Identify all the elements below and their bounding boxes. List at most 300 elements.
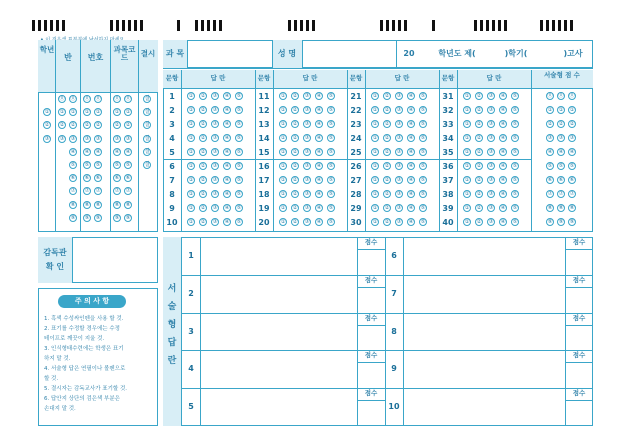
answer-bubble[interactable]: ⑤ — [512, 107, 518, 113]
answer-bubble[interactable]: ⑤ — [420, 121, 426, 127]
answer-bubble[interactable]: ⑤ — [236, 121, 242, 127]
id-digit-bubble[interactable]: ③ — [95, 135, 101, 142]
grade-bubble[interactable]: ② — [44, 122, 50, 129]
id-digit-bubble[interactable]: ⓪ — [114, 96, 120, 102]
score-bubble[interactable]: ⑧ — [558, 205, 564, 211]
answer-bubble[interactable]: ⑤ — [328, 121, 334, 127]
answer-bubble[interactable]: ④ — [500, 191, 506, 197]
answer-bubble[interactable]: ② — [200, 149, 206, 155]
answer-bubble[interactable]: ① — [188, 135, 194, 141]
answer-bubble[interactable]: ② — [200, 107, 206, 113]
answer-bubble[interactable]: ④ — [316, 177, 322, 183]
caution-item: 5. 결시자는 감독교사가 표기할 것. — [44, 386, 128, 392]
grade-bubble[interactable]: ① — [44, 109, 50, 116]
id-digit-bubble[interactable]: ⑥ — [125, 175, 131, 182]
answer-bubble[interactable]: ③ — [396, 149, 402, 155]
answer-bubble[interactable]: ⑤ — [328, 205, 334, 211]
score-bubble[interactable]: ⑧ — [547, 205, 553, 211]
id-digit-bubble[interactable]: ⑦ — [125, 188, 131, 195]
answer-bubble[interactable]: ③ — [396, 219, 402, 225]
question-number: 8 — [169, 190, 175, 199]
answer-bubble[interactable]: ② — [292, 93, 298, 99]
answer-bubble[interactable]: ④ — [224, 219, 230, 225]
answer-bubble[interactable]: ⑤ — [420, 163, 426, 169]
answer-bubble[interactable]: ④ — [224, 121, 230, 127]
answer-bubble[interactable]: ③ — [212, 107, 218, 113]
answer-bubble[interactable]: ① — [280, 177, 286, 183]
answer-bubble[interactable]: ② — [200, 191, 206, 197]
id-digit-bubble[interactable]: ⑨ — [125, 214, 131, 221]
score-bubble[interactable]: ⑦ — [547, 191, 553, 197]
answer-bubble[interactable]: ② — [292, 191, 298, 197]
answer-bubble[interactable]: ⑤ — [328, 135, 334, 141]
answer-bubble[interactable]: ⑤ — [328, 163, 334, 169]
answer-bubble[interactable]: ① — [372, 219, 378, 225]
answer-bubble[interactable]: ④ — [408, 205, 414, 211]
answer-bubble[interactable]: ④ — [316, 219, 322, 225]
score-bubble[interactable]: ⑤ — [558, 163, 564, 169]
answer-bubble[interactable]: ④ — [224, 177, 230, 183]
answer-bubble[interactable]: ② — [476, 93, 482, 99]
answer-bubble[interactable]: ④ — [408, 121, 414, 127]
score-bubble[interactable]: ⑧ — [569, 205, 575, 211]
answer-bubble[interactable]: ⑤ — [236, 177, 242, 183]
score-bubble[interactable]: ③ — [569, 135, 575, 141]
answer-bubble[interactable]: ⑤ — [512, 135, 518, 141]
id-digit-bubble[interactable]: ⓪ — [95, 96, 101, 102]
answer-bubble[interactable]: ② — [476, 163, 482, 169]
answer-bubble[interactable]: ④ — [408, 107, 414, 113]
answer-bubble[interactable]: ④ — [316, 93, 322, 99]
answer-bubble[interactable]: ① — [372, 163, 378, 169]
answer-bubble[interactable]: ⑤ — [236, 135, 242, 141]
answer-bubble[interactable]: ④ — [224, 163, 230, 169]
absence-bubble[interactable]: 결 — [144, 135, 150, 142]
answer-bubble[interactable]: ① — [464, 149, 470, 155]
answer-bubble[interactable]: ③ — [396, 205, 402, 211]
answer-bubble[interactable]: ⑤ — [512, 205, 518, 211]
answer-bubble[interactable]: ④ — [500, 219, 506, 225]
id-digit-bubble[interactable]: ② — [114, 122, 120, 129]
answer-bubble[interactable]: ① — [188, 219, 194, 225]
id-digit-bubble[interactable]: ② — [125, 122, 131, 129]
answer-bubble[interactable]: ⑤ — [512, 149, 518, 155]
answer-bubble[interactable]: ⑤ — [328, 191, 334, 197]
answer-bubble[interactable]: ① — [188, 163, 194, 169]
answer-bubble[interactable]: ⑤ — [512, 191, 518, 197]
id-digit-bubble[interactable]: ⑨ — [95, 214, 101, 221]
id-digit-bubble[interactable]: ③ — [70, 135, 76, 142]
answer-bubble[interactable]: ② — [476, 177, 482, 183]
id-digit-bubble[interactable]: ① — [59, 109, 65, 116]
answer-bubble[interactable]: ② — [384, 121, 390, 127]
answer-bubble[interactable]: ③ — [396, 177, 402, 183]
answer-bubble[interactable]: ⑤ — [420, 93, 426, 99]
answer-bubble[interactable]: ② — [384, 135, 390, 141]
id-digit-bubble[interactable]: ③ — [59, 135, 65, 142]
id-digit-bubble[interactable]: ③ — [84, 135, 90, 142]
id-digit-bubble[interactable]: ⑤ — [95, 162, 101, 168]
answer-bubble[interactable]: ④ — [408, 149, 414, 155]
id-digit-bubble[interactable]: ⑤ — [70, 162, 76, 168]
id-digit-bubble[interactable]: ⑥ — [95, 175, 101, 182]
answer-bubble[interactable]: ④ — [316, 149, 322, 155]
answer-bubble[interactable]: ② — [384, 149, 390, 155]
answer-bubble[interactable]: ③ — [488, 149, 494, 155]
id-digit-bubble[interactable]: ⑦ — [114, 188, 120, 195]
id-digit-bubble[interactable]: ① — [84, 109, 90, 116]
answer-bubble[interactable]: ② — [292, 219, 298, 225]
answer-bubble[interactable]: ⑤ — [328, 107, 334, 113]
answer-bubble[interactable]: ③ — [396, 163, 402, 169]
answer-bubble[interactable]: ② — [200, 205, 206, 211]
id-digit-bubble[interactable]: ⓪ — [59, 96, 65, 102]
answer-bubble[interactable]: ① — [464, 163, 470, 169]
score-bubble[interactable]: ⑥ — [558, 177, 564, 183]
answer-bubble[interactable]: ② — [292, 135, 298, 141]
id-digit-bubble[interactable]: ⑤ — [84, 162, 90, 168]
answer-bubble[interactable]: ① — [280, 163, 286, 169]
answer-bubble[interactable]: ⑤ — [420, 219, 426, 225]
answer-bubble[interactable]: ④ — [316, 191, 322, 197]
answer-bubble[interactable]: ② — [476, 205, 482, 211]
id-digit-bubble[interactable]: ⑦ — [70, 188, 76, 195]
answer-bubble[interactable]: ④ — [408, 219, 414, 225]
answer-bubble[interactable]: ③ — [304, 121, 310, 127]
answer-bubble[interactable]: ① — [464, 93, 470, 99]
answer-bubble[interactable]: ② — [476, 191, 482, 197]
answer-bubble[interactable]: ⑤ — [328, 93, 334, 99]
answer-bubble[interactable]: ④ — [224, 93, 230, 99]
score-bubble[interactable]: ⑥ — [569, 177, 575, 183]
id-digit-bubble[interactable]: ② — [84, 122, 90, 129]
answer-bubble[interactable]: ① — [188, 177, 194, 183]
answer-bubble[interactable]: ⑤ — [512, 219, 518, 225]
id-digit-bubble[interactable]: ② — [95, 122, 101, 129]
answer-bubble[interactable]: ⑤ — [420, 177, 426, 183]
score-bubble[interactable]: ⑥ — [547, 177, 553, 183]
essay-item-number: 5 — [188, 402, 194, 412]
id-digit-bubble[interactable]: ⓪ — [70, 96, 76, 102]
score-bubble[interactable]: ⓪ — [547, 93, 553, 99]
answer-bubble[interactable]: ① — [372, 135, 378, 141]
subject-label: 과 목 — [165, 49, 185, 58]
grade-bubble[interactable]: ③ — [44, 135, 50, 142]
answer-bubble[interactable]: ③ — [212, 93, 218, 99]
answer-bubble[interactable]: ③ — [396, 191, 402, 197]
answer-bubble[interactable]: ① — [464, 205, 470, 211]
answer-bubble[interactable]: ① — [280, 191, 286, 197]
answer-bubble[interactable]: ③ — [304, 219, 310, 225]
answer-bubble[interactable]: ① — [372, 191, 378, 197]
answer-bubble[interactable]: ④ — [500, 93, 506, 99]
answer-bubble[interactable]: ② — [384, 219, 390, 225]
score-bubble[interactable]: ① — [558, 107, 564, 113]
answer-bubble[interactable]: ① — [188, 93, 194, 99]
answer-bubble[interactable]: ③ — [212, 149, 218, 155]
answer-bubble[interactable]: ② — [292, 121, 298, 127]
answer-bubble[interactable]: ③ — [396, 107, 402, 113]
answer-bubble[interactable]: ② — [292, 205, 298, 211]
answer-bubble[interactable]: ④ — [224, 135, 230, 141]
id-digit-bubble[interactable]: ⓪ — [125, 96, 131, 102]
answer-bubble[interactable]: ① — [372, 149, 378, 155]
id-digit-bubble[interactable]: ⑧ — [70, 201, 76, 208]
answer-bubble[interactable]: ① — [464, 191, 470, 197]
score-bubble[interactable]: ④ — [547, 149, 553, 155]
answer-bubble[interactable]: ① — [280, 205, 286, 211]
answer-bubble[interactable]: ② — [200, 177, 206, 183]
id-digit-bubble[interactable]: ⑥ — [114, 175, 120, 182]
answer-bubble[interactable]: ⑤ — [512, 163, 518, 169]
score-bubble[interactable]: ② — [547, 121, 553, 127]
id-digit-bubble[interactable]: ③ — [114, 135, 120, 142]
id-digit-bubble[interactable]: ⑧ — [84, 201, 90, 208]
answer-bubble[interactable]: ⑤ — [328, 177, 334, 183]
id-digit-bubble[interactable]: ① — [95, 109, 101, 116]
answer-bubble[interactable]: ④ — [316, 135, 322, 141]
score-bubble[interactable]: ⑨ — [569, 219, 575, 225]
score-bubble[interactable]: ② — [558, 121, 564, 127]
score-bubble[interactable]: ④ — [569, 149, 575, 155]
answer-bubble[interactable]: ③ — [304, 191, 310, 197]
answer-bubble[interactable]: ④ — [316, 121, 322, 127]
id-digit-bubble[interactable]: ④ — [125, 148, 131, 155]
answer-bubble[interactable]: ④ — [408, 191, 414, 197]
answer-bubble[interactable]: ③ — [212, 177, 218, 183]
answer-bubble[interactable]: ③ — [212, 205, 218, 211]
answer-bubble[interactable]: ③ — [488, 135, 494, 141]
caution-item: 손대지 말 것. — [44, 406, 76, 412]
id-digit-bubble[interactable]: ① — [70, 109, 76, 116]
answer-bubble[interactable]: ② — [200, 135, 206, 141]
answer-bubble[interactable]: ③ — [304, 149, 310, 155]
answer-bubble[interactable]: ⑤ — [420, 135, 426, 141]
answer-bubble[interactable]: ③ — [396, 135, 402, 141]
answer-bubble[interactable]: ② — [476, 219, 482, 225]
score-bubble[interactable]: ③ — [558, 135, 564, 141]
answer-bubble[interactable]: ① — [280, 107, 286, 113]
id-digit-bubble[interactable]: ② — [70, 122, 76, 129]
id-digit-bubble[interactable]: ① — [125, 109, 131, 116]
answer-bubble[interactable]: ① — [372, 93, 378, 99]
answer-bubble[interactable]: ⑤ — [236, 107, 242, 113]
answer-bubble[interactable]: ① — [188, 121, 194, 127]
answer-bubble[interactable]: ④ — [224, 205, 230, 211]
answer-bubble[interactable]: ① — [372, 205, 378, 211]
answer-bubble[interactable]: ③ — [304, 163, 310, 169]
score-bubble[interactable]: ③ — [547, 135, 553, 141]
answer-bubble[interactable]: ① — [372, 121, 378, 127]
score-bubble[interactable]: ⓪ — [569, 93, 575, 99]
answer-bubble[interactable]: ⑤ — [236, 205, 242, 211]
answer-bubble[interactable]: ④ — [224, 107, 230, 113]
answer-bubble[interactable]: ① — [280, 219, 286, 225]
id-digit-bubble[interactable]: ④ — [95, 148, 101, 155]
answer-bubble[interactable]: ④ — [408, 93, 414, 99]
absence-bubble[interactable]: 결 — [144, 122, 150, 129]
answer-bubble[interactable]: ③ — [488, 205, 494, 211]
answer-bubble[interactable]: ⑤ — [512, 177, 518, 183]
answer-bubble[interactable]: ② — [476, 107, 482, 113]
answer-bubble[interactable]: ③ — [212, 191, 218, 197]
answer-bubble[interactable]: ⑤ — [236, 149, 242, 155]
answer-bubble[interactable]: ④ — [408, 177, 414, 183]
answer-bubble[interactable]: ④ — [500, 149, 506, 155]
answer-bubble[interactable]: ④ — [224, 191, 230, 197]
id-digit-bubble[interactable]: ⑧ — [95, 201, 101, 208]
answer-bubble[interactable]: ④ — [316, 163, 322, 169]
answer-bubble[interactable]: ② — [200, 121, 206, 127]
answer-bubble[interactable]: ④ — [408, 135, 414, 141]
id-digit-bubble[interactable]: ⑨ — [70, 214, 76, 221]
answer-bubble[interactable]: ④ — [500, 163, 506, 169]
answer-bubble[interactable]: ① — [280, 149, 286, 155]
answer-bubble[interactable]: ③ — [304, 135, 310, 141]
id-digit-bubble[interactable]: ⑦ — [84, 188, 90, 195]
answer-bubble[interactable]: ① — [464, 121, 470, 127]
answer-bubble[interactable]: ② — [476, 121, 482, 127]
answer-bubble[interactable]: ③ — [488, 191, 494, 197]
id-digit-bubble[interactable]: ① — [114, 109, 120, 116]
answer-bubble[interactable]: ⑤ — [512, 121, 518, 127]
answer-bubble[interactable]: ① — [464, 219, 470, 225]
question-number: 9 — [169, 204, 175, 213]
id-digit-bubble[interactable]: ④ — [84, 148, 90, 155]
score-bubble[interactable]: ① — [569, 107, 575, 113]
answer-bubble[interactable]: ④ — [500, 107, 506, 113]
answer-bubble[interactable]: ① — [280, 135, 286, 141]
answer-bubble[interactable]: ④ — [408, 163, 414, 169]
answer-bubble[interactable]: ② — [384, 93, 390, 99]
answer-bubble[interactable]: ③ — [488, 121, 494, 127]
answer-bubble[interactable]: ① — [188, 191, 194, 197]
answer-bubble[interactable]: ① — [464, 177, 470, 183]
answer-bubble[interactable]: ⑤ — [236, 219, 242, 225]
answer-bubble[interactable]: ③ — [488, 93, 494, 99]
id-digit-bubble[interactable]: ④ — [70, 148, 76, 155]
answer-bubble[interactable]: ③ — [212, 163, 218, 169]
score-bubble[interactable]: ⑤ — [547, 163, 553, 169]
id-digit-bubble[interactable]: ② — [59, 122, 65, 129]
answer-bubble[interactable]: ③ — [212, 135, 218, 141]
answer-bubble[interactable]: ① — [372, 107, 378, 113]
id-digit-bubble[interactable]: ⑧ — [125, 201, 131, 208]
answer-bubble[interactable]: ① — [464, 135, 470, 141]
answer-bubble[interactable]: ④ — [500, 135, 506, 141]
answer-bubble[interactable]: ③ — [212, 121, 218, 127]
answer-bubble[interactable]: ① — [280, 121, 286, 127]
absence-bubble[interactable]: 결 — [144, 148, 150, 155]
answer-bubble[interactable]: ④ — [224, 149, 230, 155]
answer-bubble[interactable]: ⑤ — [236, 93, 242, 99]
answer-bubble[interactable]: ③ — [304, 93, 310, 99]
id-digit-bubble[interactable]: ⑨ — [114, 214, 120, 221]
score-bubble[interactable]: ⑨ — [558, 219, 564, 225]
question-number: 25 — [350, 148, 362, 157]
answer-bubble[interactable]: ① — [188, 107, 194, 113]
answer-bubble[interactable]: ③ — [304, 107, 310, 113]
absence-bubble[interactable]: 결 — [144, 162, 150, 168]
score-bubble[interactable]: ⑦ — [569, 191, 575, 197]
id-digit-bubble[interactable]: ⑤ — [125, 162, 131, 168]
answer-bubble[interactable]: ② — [476, 149, 482, 155]
answer-bubble[interactable]: ② — [200, 163, 206, 169]
answer-bubble[interactable]: ⑤ — [420, 191, 426, 197]
id-digit-bubble[interactable]: ⓪ — [84, 96, 90, 102]
answer-bubble[interactable]: ① — [280, 93, 286, 99]
id-digit-bubble[interactable]: ④ — [114, 148, 120, 155]
answer-bubble[interactable]: ② — [384, 163, 390, 169]
score-bubble[interactable]: ① — [547, 107, 553, 113]
answer-bubble[interactable]: ⑤ — [236, 163, 242, 169]
answer-bubble[interactable]: ④ — [500, 205, 506, 211]
answer-bubble[interactable]: ③ — [396, 93, 402, 99]
id-digit-bubble[interactable]: ⑥ — [70, 175, 76, 182]
score-bubble[interactable]: ⓪ — [558, 93, 564, 99]
answer-bubble[interactable]: ② — [200, 93, 206, 99]
score-bubble[interactable]: ② — [569, 121, 575, 127]
answer-bubble[interactable]: ③ — [488, 163, 494, 169]
id-digit-bubble[interactable]: ⑤ — [114, 162, 120, 168]
answer-bubble[interactable]: ② — [292, 177, 298, 183]
answer-bubble[interactable]: ③ — [488, 177, 494, 183]
answer-bubble[interactable]: ⑤ — [328, 219, 334, 225]
score-bubble[interactable]: ④ — [558, 149, 564, 155]
answer-bubble[interactable]: ③ — [488, 107, 494, 113]
answer-bubble[interactable]: ① — [188, 205, 194, 211]
id-digit-bubble[interactable]: ⑧ — [114, 201, 120, 208]
score-bubble[interactable]: ⑨ — [547, 219, 553, 225]
absence-bubble[interactable]: 결 — [144, 96, 150, 102]
answer-bubble[interactable]: ④ — [316, 205, 322, 211]
id-digit-bubble[interactable]: ⑦ — [95, 188, 101, 195]
answer-bubble[interactable]: ③ — [304, 177, 310, 183]
answer-bubble[interactable]: ④ — [316, 107, 322, 113]
score-bubble[interactable]: ⑦ — [558, 191, 564, 197]
score-bubble[interactable]: ⑤ — [569, 163, 575, 169]
answer-bubble[interactable]: ⑤ — [512, 93, 518, 99]
answer-bubble[interactable]: ② — [384, 107, 390, 113]
answer-bubble[interactable]: ⑤ — [328, 149, 334, 155]
answer-bubble[interactable]: ④ — [500, 177, 506, 183]
answer-bubble[interactable]: ② — [476, 135, 482, 141]
answer-bubble[interactable]: ② — [384, 205, 390, 211]
answer-bubble[interactable]: ② — [292, 163, 298, 169]
id-digit-bubble[interactable]: ⑥ — [84, 175, 90, 182]
answer-bubble[interactable]: ① — [188, 149, 194, 155]
answer-bubble[interactable]: ⑤ — [420, 149, 426, 155]
answer-bubble[interactable]: ③ — [304, 205, 310, 211]
answer-bubble[interactable]: ⑤ — [236, 191, 242, 197]
answer-bubble[interactable]: ③ — [212, 219, 218, 225]
answer-bubble[interactable]: ③ — [488, 219, 494, 225]
answer-bubble[interactable]: ⑤ — [420, 107, 426, 113]
answer-bubble[interactable]: ④ — [500, 121, 506, 127]
answer-bubble[interactable]: ② — [384, 191, 390, 197]
answer-bubble[interactable]: ⑤ — [420, 205, 426, 211]
answer-bubble[interactable]: ② — [200, 219, 206, 225]
answer-bubble[interactable]: ② — [292, 107, 298, 113]
id-digit-bubble[interactable]: ③ — [125, 135, 131, 142]
answer-bubble[interactable]: ① — [464, 107, 470, 113]
id-digit-bubble[interactable]: ⑨ — [84, 214, 90, 221]
answer-bubble[interactable]: ② — [292, 149, 298, 155]
answer-bubble[interactable]: ① — [372, 177, 378, 183]
answer-bubble[interactable]: ③ — [396, 121, 402, 127]
answer-bubble[interactable]: ② — [384, 177, 390, 183]
absence-bubble[interactable]: 결 — [144, 109, 150, 116]
